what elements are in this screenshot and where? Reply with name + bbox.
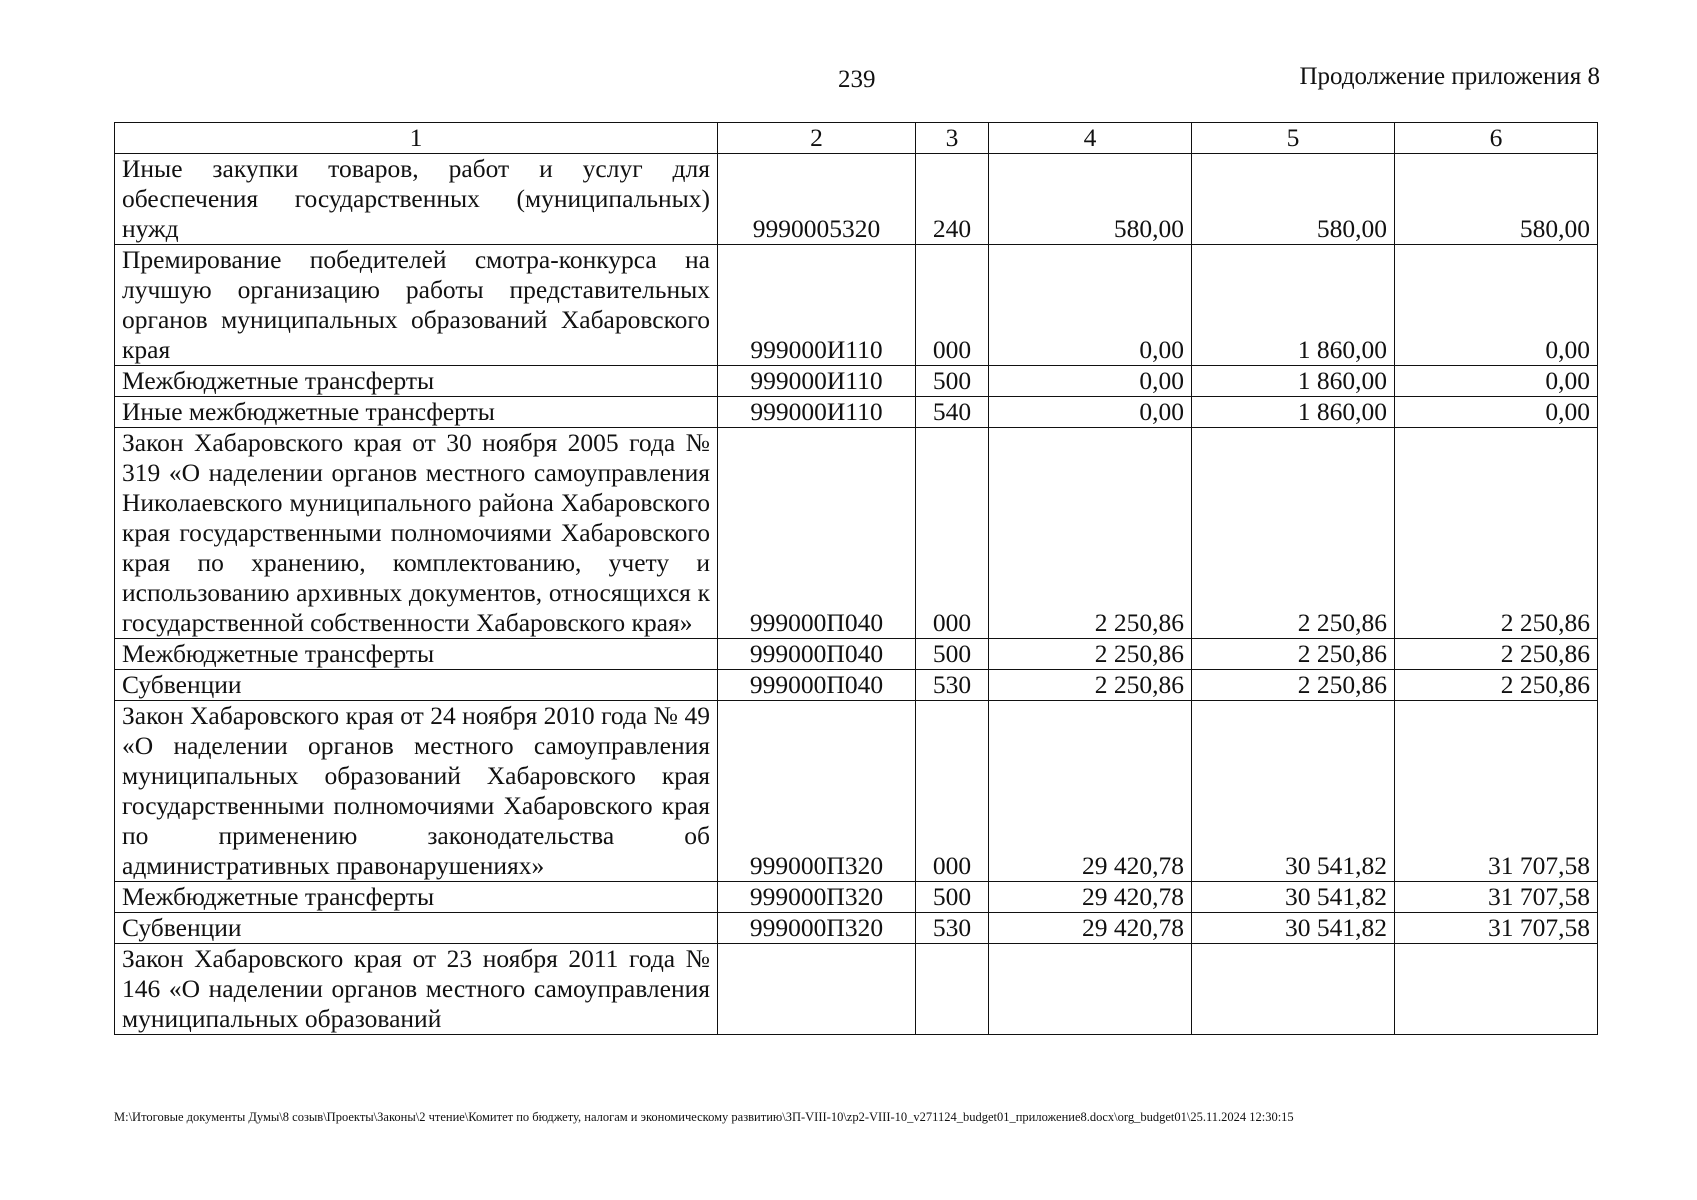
row-amount-col5: 1 860,00 (1192, 245, 1395, 366)
row-amount-col6: 31 707,58 (1395, 701, 1598, 882)
row-target-code: 9990005320 (718, 154, 916, 245)
row-target-code: 999000И110 (718, 397, 916, 428)
row-name: Субвенции (115, 670, 718, 701)
row-amount-col4 (989, 944, 1192, 1035)
budget-table (114, 122, 1598, 1035)
row-amount-col6: 2 250,86 (1395, 639, 1598, 670)
row-name: Иные межбюджетные трансферты (115, 397, 718, 428)
table-row (115, 366, 1598, 397)
row-name: Межбюджетные трансферты (115, 882, 718, 913)
row-expense-type: 530 (916, 670, 989, 701)
table-row (115, 913, 1598, 944)
column-header: 6 (1395, 123, 1598, 154)
row-amount-col4: 2 250,86 (989, 670, 1192, 701)
table-row (115, 944, 1598, 1035)
row-amount-col6: 0,00 (1395, 397, 1598, 428)
row-name: Премирование победителей смотра-конкурса на лучшую организацию работы представительных органов муниципальных образований Хабаровского края (115, 245, 718, 366)
row-name: Межбюджетные трансферты (115, 366, 718, 397)
table-row (115, 701, 1598, 882)
row-amount-col5: 1 860,00 (1192, 366, 1395, 397)
row-target-code: 999000П040 (718, 670, 916, 701)
row-amount-col6: 31 707,58 (1395, 913, 1598, 944)
column-header: 5 (1192, 123, 1395, 154)
row-amount-col4: 0,00 (989, 366, 1192, 397)
row-name: Межбюджетные трансферты (115, 639, 718, 670)
row-amount-col5: 30 541,82 (1192, 882, 1395, 913)
row-amount-col4: 2 250,86 (989, 428, 1192, 639)
row-target-code: 999000И110 (718, 245, 916, 366)
row-target-code: 999000П040 (718, 639, 916, 670)
row-amount-col5: 2 250,86 (1192, 639, 1395, 670)
row-expense-type: 500 (916, 639, 989, 670)
row-amount-col4: 29 420,78 (989, 701, 1192, 882)
row-expense-type: 530 (916, 913, 989, 944)
table-row (115, 397, 1598, 428)
row-target-code (718, 944, 916, 1035)
row-expense-type: 500 (916, 366, 989, 397)
row-amount-col5: 2 250,86 (1192, 428, 1395, 639)
column-number-row (115, 123, 1598, 154)
row-amount-col4: 2 250,86 (989, 639, 1192, 670)
row-amount-col5: 30 541,82 (1192, 913, 1395, 944)
column-header: 2 (718, 123, 916, 154)
row-expense-type: 000 (916, 428, 989, 639)
row-name: Субвенции (115, 913, 718, 944)
row-target-code: 999000П320 (718, 701, 916, 882)
row-amount-col6: 31 707,58 (1395, 882, 1598, 913)
page-number: 239 (838, 66, 876, 93)
row-expense-type: 540 (916, 397, 989, 428)
row-amount-col5: 30 541,82 (1192, 701, 1395, 882)
appendix-continuation-title: Продолжение приложения 8 (1299, 63, 1600, 90)
row-expense-type: 500 (916, 882, 989, 913)
row-target-code: 999000П320 (718, 882, 916, 913)
column-header: 3 (916, 123, 989, 154)
row-expense-type (916, 944, 989, 1035)
row-amount-col5: 2 250,86 (1192, 670, 1395, 701)
row-amount-col4: 29 420,78 (989, 913, 1192, 944)
column-header: 1 (115, 123, 718, 154)
column-header: 4 (989, 123, 1192, 154)
row-amount-col5: 580,00 (1192, 154, 1395, 245)
row-amount-col4: 0,00 (989, 397, 1192, 428)
table-row (115, 154, 1598, 245)
row-name: Закон Хабаровского края от 24 ноября 2010 года № 49 «О наделении органов местного самоуправления муниципальных образований Хабаровского края государственными полномочиями Хабаровского края по применению законодательства об административных правонарушениях» (115, 701, 718, 882)
row-amount-col6 (1395, 944, 1598, 1035)
row-expense-type: 000 (916, 701, 989, 882)
row-target-code: 999000П040 (718, 428, 916, 639)
row-expense-type: 240 (916, 154, 989, 245)
row-name: Иные закупки товаров, работ и услуг для обеспечения государственных (муниципальных) нужд (115, 154, 718, 245)
row-amount-col6: 2 250,86 (1395, 670, 1598, 701)
table-row (115, 245, 1598, 366)
row-amount-col6: 580,00 (1395, 154, 1598, 245)
table-row (115, 428, 1598, 639)
row-amount-col6: 0,00 (1395, 366, 1598, 397)
row-amount-col6: 0,00 (1395, 245, 1598, 366)
row-amount-col6: 2 250,86 (1395, 428, 1598, 639)
table-row (115, 882, 1598, 913)
row-amount-col4: 580,00 (989, 154, 1192, 245)
row-target-code: 999000И110 (718, 366, 916, 397)
row-amount-col4: 29 420,78 (989, 882, 1192, 913)
table-row (115, 670, 1598, 701)
row-amount-col5: 1 860,00 (1192, 397, 1395, 428)
document-file-path: M:\Итоговые документы Думы\8 созыв\Проекты\Законы\2 чтение\Комитет по бюджету, налогам и экономическому развитию\ЗП-VIII-10\zp2-VIII-10_v271124_budget01_приложение8.docx\org_budget01\25.11.2024 12:30:15 (114, 1110, 1294, 1124)
row-expense-type: 000 (916, 245, 989, 366)
row-name: Закон Хабаровского края от 30 ноября 2005 года № 319 «О наделении органов местного самоуправления Николаевского муниципального района Хабаровского края государственными полномочиями Хабаровского края по хранению, комплектованию, учету и использованию архивных документов, относящихся к государственной собственности Хабаровского края» (115, 428, 718, 639)
row-amount-col5 (1192, 944, 1395, 1035)
row-target-code: 999000П320 (718, 913, 916, 944)
row-name: Закон Хабаровского края от 23 ноября 2011 года № 146 «О наделении органов местного самоуправления муниципальных образований (115, 944, 718, 1035)
row-amount-col4: 0,00 (989, 245, 1192, 366)
table-row (115, 639, 1598, 670)
